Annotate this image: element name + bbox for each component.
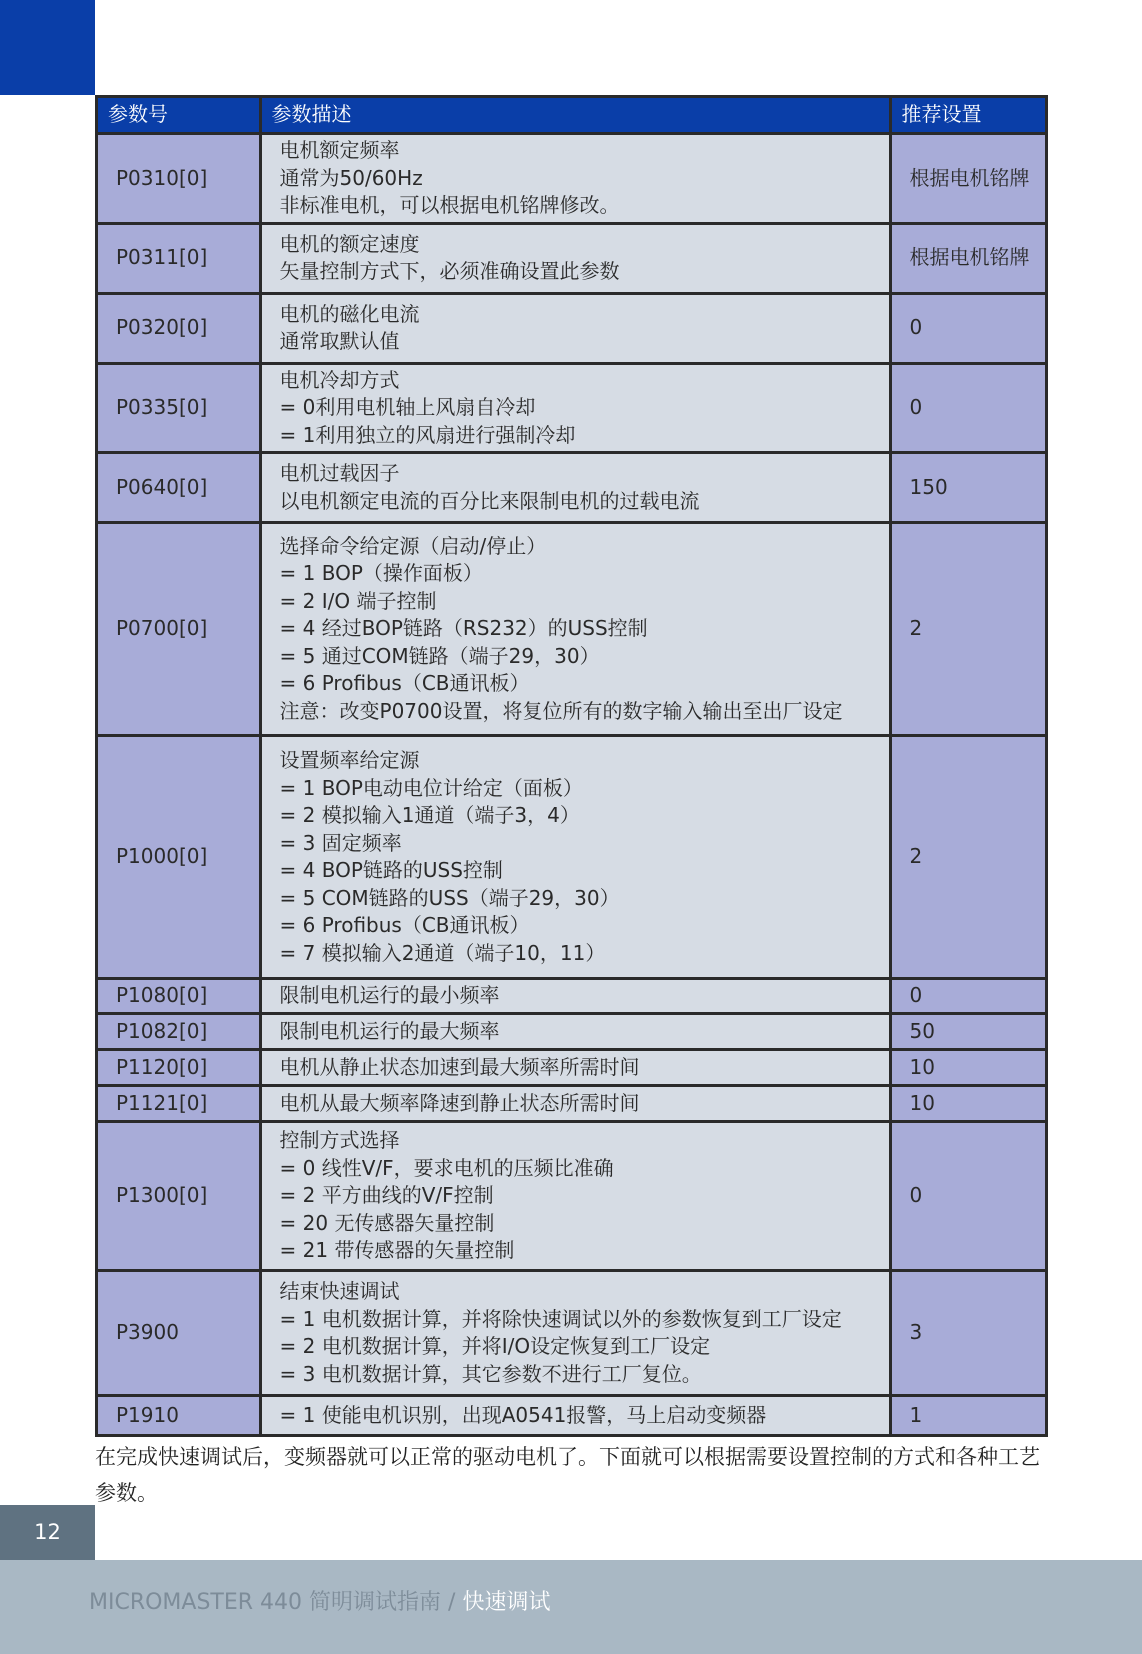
description-line: = 4 BOP链路的USS控制 (279, 858, 503, 882)
description-line: 通常取默认值 (279, 329, 400, 353)
recommended-setting-cell: 0 (890, 1122, 1047, 1271)
table-row (97, 979, 1047, 1014)
param-description-cell (260, 134, 890, 224)
recommended-setting-cell: 1 (890, 1396, 1047, 1436)
recommended-setting-cell: 50 (890, 1014, 1047, 1050)
description-line: = 3 电机数据计算，其它参数不进行工厂复位。 (279, 1361, 702, 1386)
param-id-cell: P3900 (97, 1271, 261, 1396)
description-line: 非标准电机，可以根据电机铭牌修改。 (279, 193, 620, 217)
description-line: 电机过载因子 (279, 461, 400, 485)
param-description-cell (260, 1122, 890, 1271)
table-row (97, 523, 1047, 736)
description-line: 电机的额定速度 (279, 231, 420, 256)
table-row (97, 453, 1047, 523)
recommended-setting-cell: 0 (890, 363, 1047, 453)
description-line: = 1 BOP（操作面板） (279, 561, 483, 586)
param-id-cell: P0640[0] (97, 453, 261, 523)
param-id-cell: P1300[0] (97, 1122, 261, 1271)
param-id-cell: P1080[0] (97, 979, 261, 1014)
param-description-cell (260, 363, 890, 453)
param-id-cell: P1000[0] (97, 736, 261, 979)
description-line: = 7 模拟输入2通道（端子10，11） (279, 940, 606, 965)
param-description-cell (260, 1014, 890, 1050)
table-row (97, 363, 1047, 453)
recommended-setting-cell: 2 (890, 523, 1047, 736)
table-row (97, 1122, 1047, 1271)
table-row (97, 223, 1047, 293)
description-line: 矢量控制方式下，必须准确设置此参数 (279, 259, 620, 283)
recommended-setting-cell: 150 (890, 453, 1047, 523)
param-description-cell (260, 979, 890, 1014)
footer-doc-title: MICROMASTER 440 简明调试指南 / (89, 1590, 463, 1615)
description-line: = 2 电机数据计算，并将I/O设定恢复到工厂设定 (279, 1334, 711, 1358)
param-id-cell: P0311[0] (97, 223, 261, 293)
description-line: = 4 经过BOP链路（RS232）的USS控制 (279, 616, 648, 641)
description-line: = 0利用电机轴上风扇自冷却 (279, 395, 536, 419)
param-description-cell (260, 223, 890, 293)
param-id-cell: P1121[0] (97, 1086, 261, 1122)
description-line: = 21 带传感器的矢量控制 (279, 1238, 515, 1263)
recommended-setting-cell: 根据电机铭牌 (890, 223, 1047, 293)
param-id-cell: P1910 (97, 1396, 261, 1436)
param-description-cell (260, 453, 890, 523)
param-id-cell: P0700[0] (97, 523, 261, 736)
param-id-cell: P0320[0] (97, 293, 261, 363)
description-line: 设置频率给定源 (279, 748, 420, 772)
description-line: 限制电机运行的最小频率 (279, 983, 500, 1008)
param-description-cell (260, 523, 890, 736)
recommended-setting-cell: 10 (890, 1050, 1047, 1086)
description-line: = 1 电机数据计算，并将除快速调试以外的参数恢复到工厂设定 (279, 1306, 842, 1331)
description-line: = 2 平方曲线的V/F控制 (279, 1183, 494, 1208)
description-line: = 1 BOP电动电位计给定（面板） (279, 775, 583, 800)
description-line: 控制方式选择 (279, 1128, 400, 1153)
description-line: = 6 Profibus（CB通讯板） (279, 913, 530, 937)
recommended-setting-cell: 3 (890, 1271, 1047, 1396)
param-description-cell (260, 1086, 890, 1122)
param-description-cell (260, 1271, 890, 1396)
description-line: = 6 Profibus（CB通讯板） (279, 671, 530, 696)
description-line: 注意：改变P0700设置，将复位所有的数字输入输出至出厂设定 (279, 698, 843, 723)
description-line: 电机从最大频率降速到静止状态所需时间 (279, 1090, 640, 1115)
param-id-cell: P1120[0] (97, 1050, 261, 1086)
description-line: 通常为50/60Hz (279, 165, 423, 190)
description-line: = 2 模拟输入1通道（端子3，4） (279, 803, 580, 827)
recommended-setting-cell: 10 (890, 1086, 1047, 1122)
recommended-setting-cell: 0 (890, 979, 1047, 1014)
table-row (97, 1271, 1047, 1396)
header-param-number: 参数号 (97, 97, 261, 134)
param-description-cell (260, 1396, 890, 1436)
param-description-cell (260, 1050, 890, 1086)
table-header-row (97, 97, 1047, 134)
recommended-setting-cell: 根据电机铭牌 (890, 134, 1047, 224)
parameter-table-body (97, 134, 1047, 1436)
param-id-cell: P0310[0] (97, 134, 261, 224)
parameter-table (95, 95, 1048, 1437)
description-line: = 0 线性V/F，要求电机的压频比准确 (279, 1155, 614, 1180)
table-row (97, 1050, 1047, 1086)
description-line: = 1 使能电机识别，出现A0541报警，马上启动变频器 (279, 1402, 767, 1427)
param-id-cell: P0335[0] (97, 363, 261, 453)
param-id-cell: P1082[0] (97, 1014, 261, 1050)
footer-section-name: 快速调试 (462, 1590, 551, 1615)
table-row (97, 1396, 1047, 1436)
param-description-cell (260, 293, 890, 363)
footer-title (89, 1588, 550, 1618)
table-row (97, 293, 1047, 363)
description-line: = 20 无传感器矢量控制 (279, 1210, 495, 1235)
description-line: 电机的磁化电流 (279, 301, 420, 326)
description-line: = 5 COM链路的USS（端子29，30） (279, 885, 620, 910)
description-line: 限制电机运行的最大频率 (279, 1018, 500, 1043)
page-number: 12 (0, 1505, 95, 1560)
corner-accent-block (0, 0, 95, 95)
description-line: 选择命令给定源（启动/停止） (279, 533, 547, 558)
description-line: 电机额定频率 (279, 138, 400, 162)
table-row (97, 1014, 1047, 1050)
recommended-setting-cell: 0 (890, 293, 1047, 363)
recommended-setting-cell: 2 (890, 736, 1047, 979)
description-line: 以电机额定电流的百分比来限制电机的过载电流 (279, 488, 700, 513)
description-line: = 1利用独立的风扇进行强制冷却 (279, 422, 576, 447)
description-line: 结束快速调试 (279, 1279, 400, 1303)
table-row (97, 1086, 1047, 1122)
param-description-cell (260, 736, 890, 979)
footnote-text: 在完成快速调试后，变频器就可以正常的驱动电机了。下面就可以根据需要设置控制的方式和各种工艺参数。 (95, 1445, 1040, 1505)
description-line: 电机冷却方式 (279, 367, 400, 392)
header-recommended-setting: 推荐设置 (890, 97, 1047, 134)
description-line: = 5 通过COM链路（端子29，30） (279, 643, 600, 668)
description-line: = 2 I/O 端子控制 (279, 588, 437, 613)
table-row (97, 134, 1047, 224)
description-line: 电机从静止状态加速到最大频率所需时间 (279, 1054, 640, 1079)
header-param-description: 参数描述 (260, 97, 890, 134)
description-line: = 3 固定频率 (279, 830, 402, 855)
table-row (97, 736, 1047, 979)
